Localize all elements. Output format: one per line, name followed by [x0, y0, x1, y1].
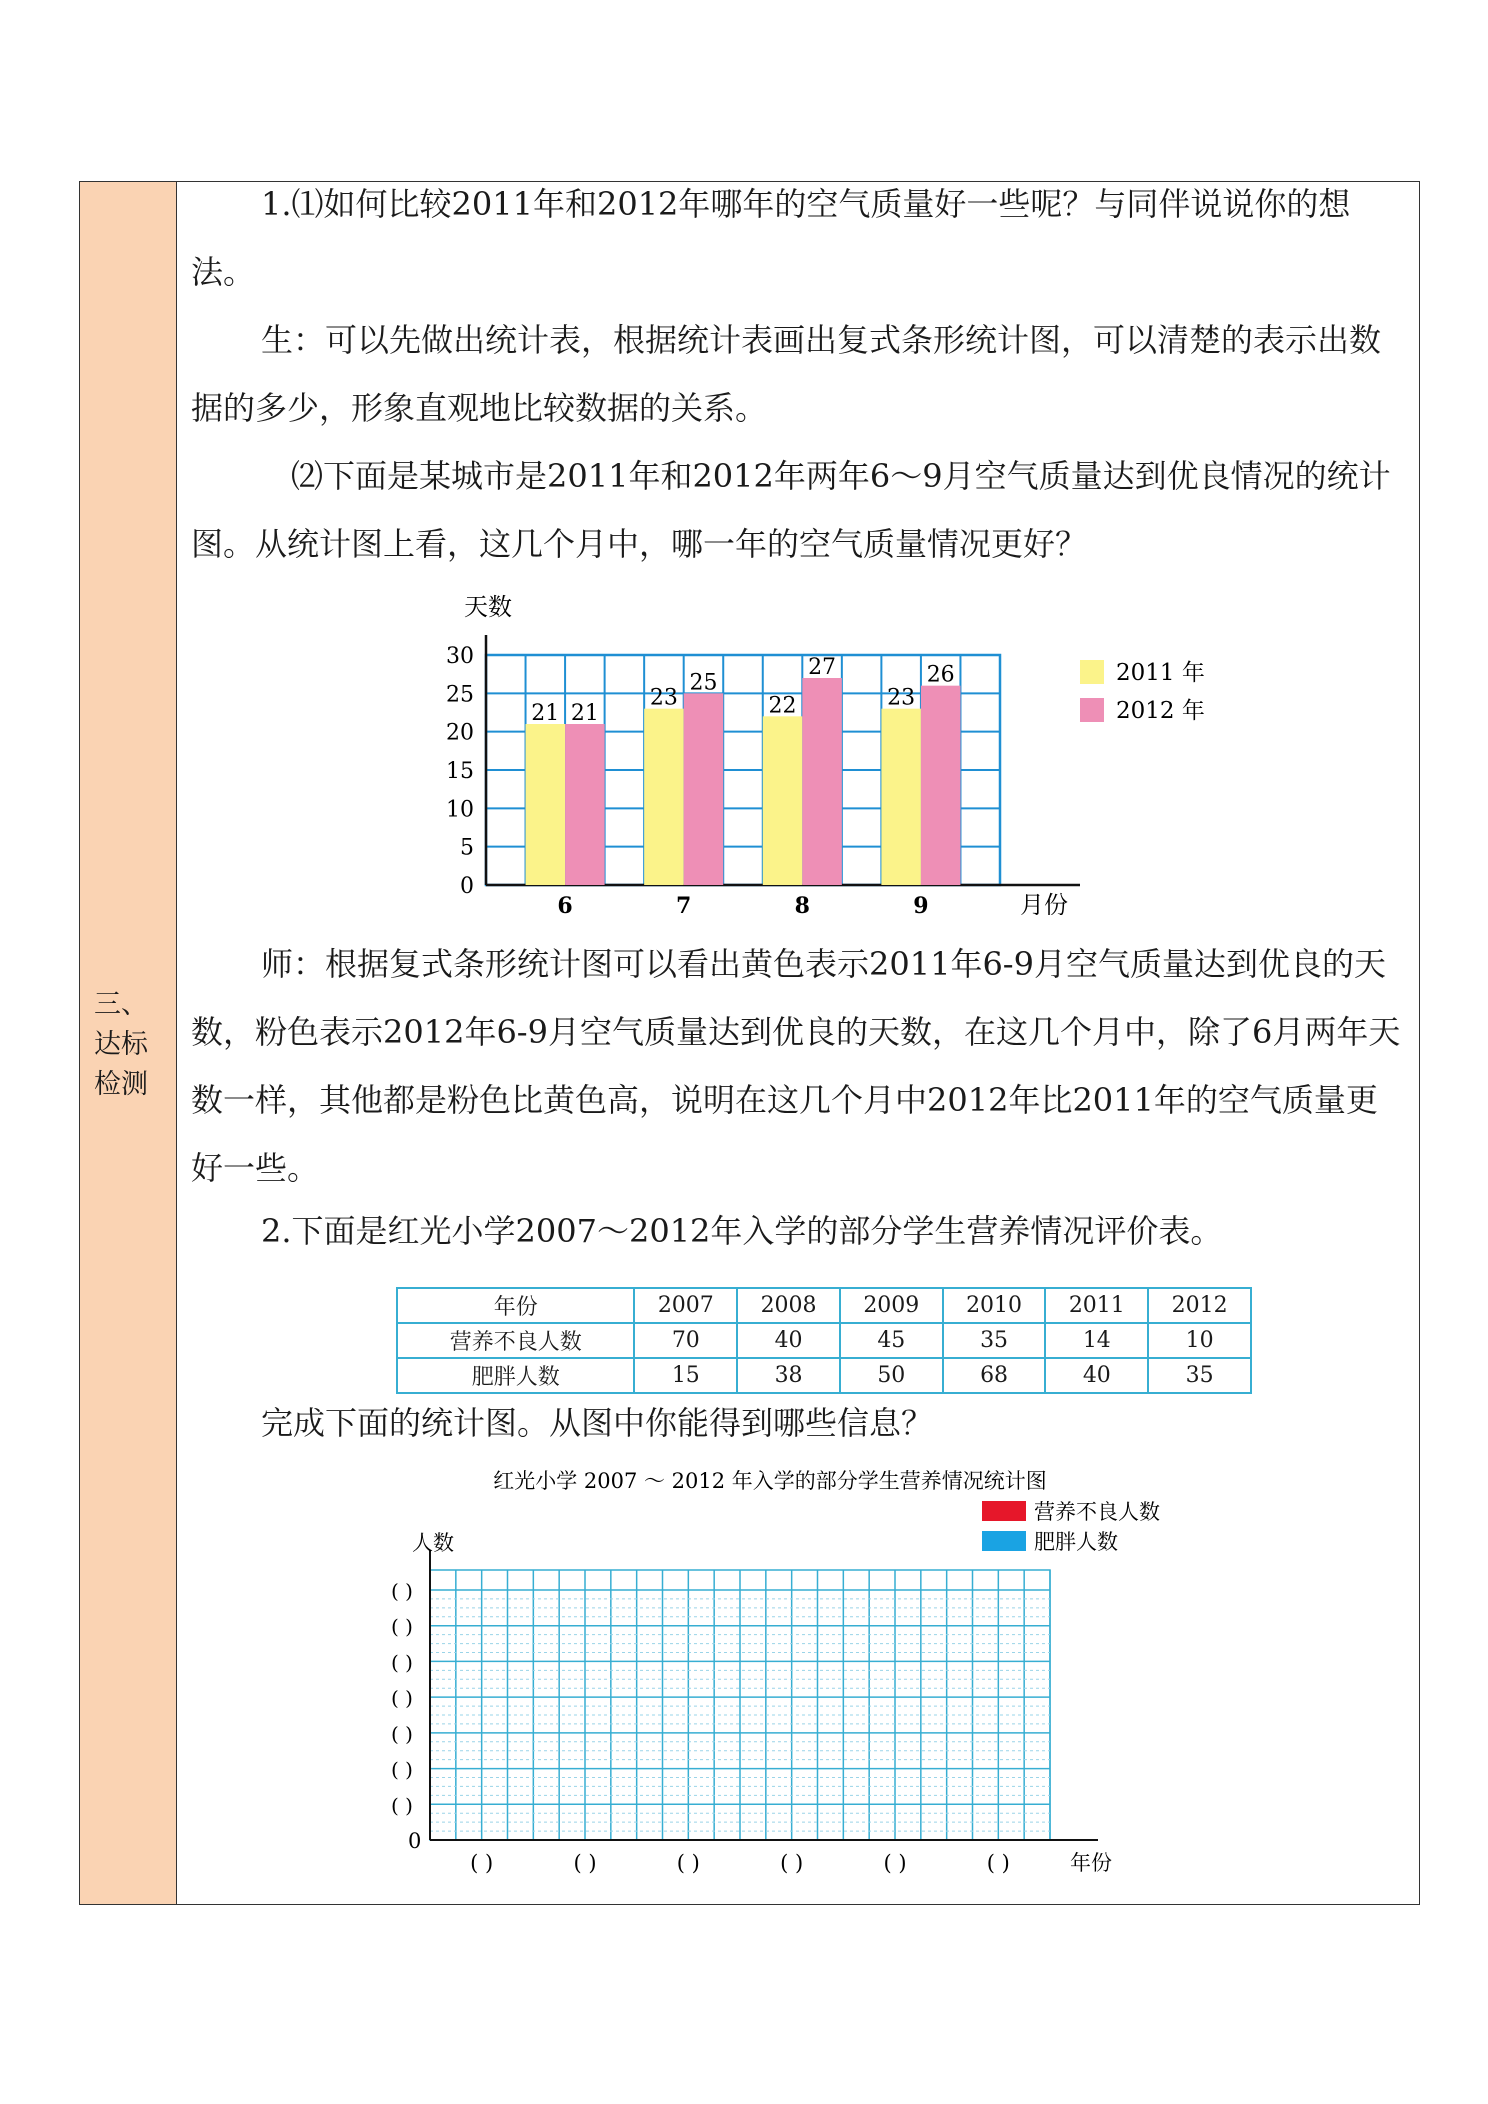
table-cell: 45	[840, 1323, 943, 1358]
x-tick-blank: ( )	[883, 1851, 907, 1875]
y-tick-label: 30	[446, 644, 474, 669]
bar	[763, 716, 803, 885]
legend-swatch	[1080, 660, 1104, 684]
table-cell: 40	[737, 1323, 840, 1358]
legend-swatch	[1080, 698, 1104, 722]
bar	[565, 724, 605, 885]
x-tick-label: 6	[557, 893, 573, 915]
legend-label: 肥胖人数	[1034, 1530, 1118, 1554]
legend-label: 营养不良人数	[1034, 1500, 1160, 1524]
x-tick-label: 7	[676, 893, 692, 915]
y-tick-blank: ( )	[391, 1757, 413, 1782]
table-cell: 肥胖人数	[397, 1358, 634, 1393]
table-cell: 70	[634, 1323, 737, 1358]
y-tick-blank: ( )	[391, 1579, 413, 1603]
table-cell: 15	[634, 1358, 737, 1393]
table-row	[397, 1288, 1251, 1323]
y-axis-label: 人数	[412, 1531, 454, 1555]
y-tick-label: 0	[460, 874, 474, 899]
q1-teacher-explanation: 师：根据复式条形统计图可以看出黄色表示2011年6-9月空气质量达到优良的天数，粉色表示2012年6-9月空气质量达到优良的天数，在这几个月中，除了6月两年天数一样，其他都是粉色比黄色高，说明在这几个月中2012年比2011年的空气质量更好一些。	[191, 945, 1401, 1187]
section-label	[94, 985, 174, 1105]
bar-value-label: 22	[768, 693, 797, 719]
bar	[684, 693, 724, 885]
bar	[526, 724, 566, 885]
x-tick-blank: ( )	[676, 1851, 700, 1875]
table-cell: 14	[1045, 1323, 1148, 1358]
bar-value-label: 26	[926, 662, 955, 688]
y-tick-blank: ( )	[391, 1614, 413, 1639]
legend-swatch	[982, 1501, 1026, 1521]
section-label-line: 达标	[94, 1029, 148, 1060]
table-header-cell: 2011	[1045, 1288, 1148, 1323]
table-row	[397, 1323, 1251, 1358]
table-header-cell: 2010	[943, 1288, 1046, 1323]
y-tick-label: 25	[446, 682, 474, 708]
table-header-cell: 年份	[397, 1288, 634, 1323]
table-cell: 50	[840, 1358, 943, 1393]
table-cell: 40	[1045, 1358, 1148, 1393]
table-header-cell: 2008	[737, 1288, 840, 1323]
x-tick-label: 9	[913, 893, 929, 915]
q1-part1: 1.⑴如何比较2011年和2012年哪年的空气质量好一些呢？与同伴说说你的想法。	[191, 185, 1351, 291]
bar	[921, 686, 961, 885]
table-cell: 35	[1148, 1358, 1251, 1393]
bar-value-label: 23	[649, 685, 678, 711]
y-origin-label: 0	[408, 1829, 422, 1853]
bar-value-label: 21	[531, 701, 560, 726]
y-tick-blank: ( )	[391, 1721, 413, 1746]
y-tick-blank: ( )	[391, 1793, 413, 1818]
q2-intro: 2.下面是红光小学2007～2012年入学的部分学生营养情况评价表。	[261, 1212, 1223, 1250]
chart-title: 红光小学 2007 ～ 2012 年入学的部分学生营养情况统计图	[493, 1469, 1047, 1493]
q1-student-answer: 生：可以先做出统计表，根据统计表画出复式条形统计图，可以清楚的表示出数据的多少，形象直观地比较数据的关系。	[191, 321, 1382, 427]
x-tick-blank: ( )	[986, 1851, 1010, 1875]
y-tick-label: 5	[460, 835, 474, 861]
q2-task: 完成下面的统计图。从图中你能得到哪些信息？	[261, 1404, 934, 1442]
q1-part2: ⑵下面是某城市是2011年和2012年两年6～9月空气质量达到优良情况的统计图。从统计图上看，这几个月中，哪一年的空气质量情况更好？	[191, 457, 1391, 563]
table-cell: 68	[943, 1358, 1046, 1393]
table-cell: 35	[943, 1323, 1046, 1358]
bar	[881, 709, 921, 885]
section-label-line: 三、	[94, 989, 148, 1020]
air-quality-bar-chart	[440, 585, 1220, 915]
bar	[644, 709, 684, 885]
table-row	[397, 1358, 1251, 1393]
y-axis-label: 天数	[464, 593, 512, 621]
y-tick-label: 15	[446, 759, 474, 784]
x-tick-blank: ( )	[573, 1851, 597, 1875]
y-tick-label: 20	[446, 720, 474, 746]
x-tick-blank: ( )	[780, 1851, 804, 1875]
y-tick-blank: ( )	[391, 1650, 413, 1675]
table-header-cell: 2007	[634, 1288, 737, 1323]
nutrition-table	[396, 1287, 1252, 1394]
bar-value-label: 27	[808, 655, 837, 680]
bar-value-label: 25	[689, 670, 718, 696]
table-cell: 38	[737, 1358, 840, 1393]
legend-swatch	[982, 1531, 1026, 1551]
x-axis-label: 月份	[1020, 891, 1068, 915]
y-tick-blank: ( )	[391, 1686, 413, 1711]
x-tick-label: 8	[794, 893, 810, 915]
y-tick-label: 10	[446, 797, 474, 823]
bar-value-label: 23	[887, 685, 916, 711]
table-header-cell: 2012	[1148, 1288, 1251, 1323]
bar	[802, 678, 842, 885]
legend-label: 2012 年	[1116, 698, 1205, 724]
nutrition-blank-chart	[370, 1465, 1170, 1885]
table-cell: 10	[1148, 1323, 1251, 1358]
x-tick-blank: ( )	[470, 1851, 494, 1875]
table-cell: 营养不良人数	[397, 1323, 634, 1358]
x-axis-label: 年份	[1070, 1851, 1112, 1875]
table-header-cell: 2009	[840, 1288, 943, 1323]
bar-value-label: 21	[570, 701, 599, 726]
section-label-line: 检测	[94, 1069, 148, 1100]
legend-label: 2011 年	[1116, 660, 1205, 686]
